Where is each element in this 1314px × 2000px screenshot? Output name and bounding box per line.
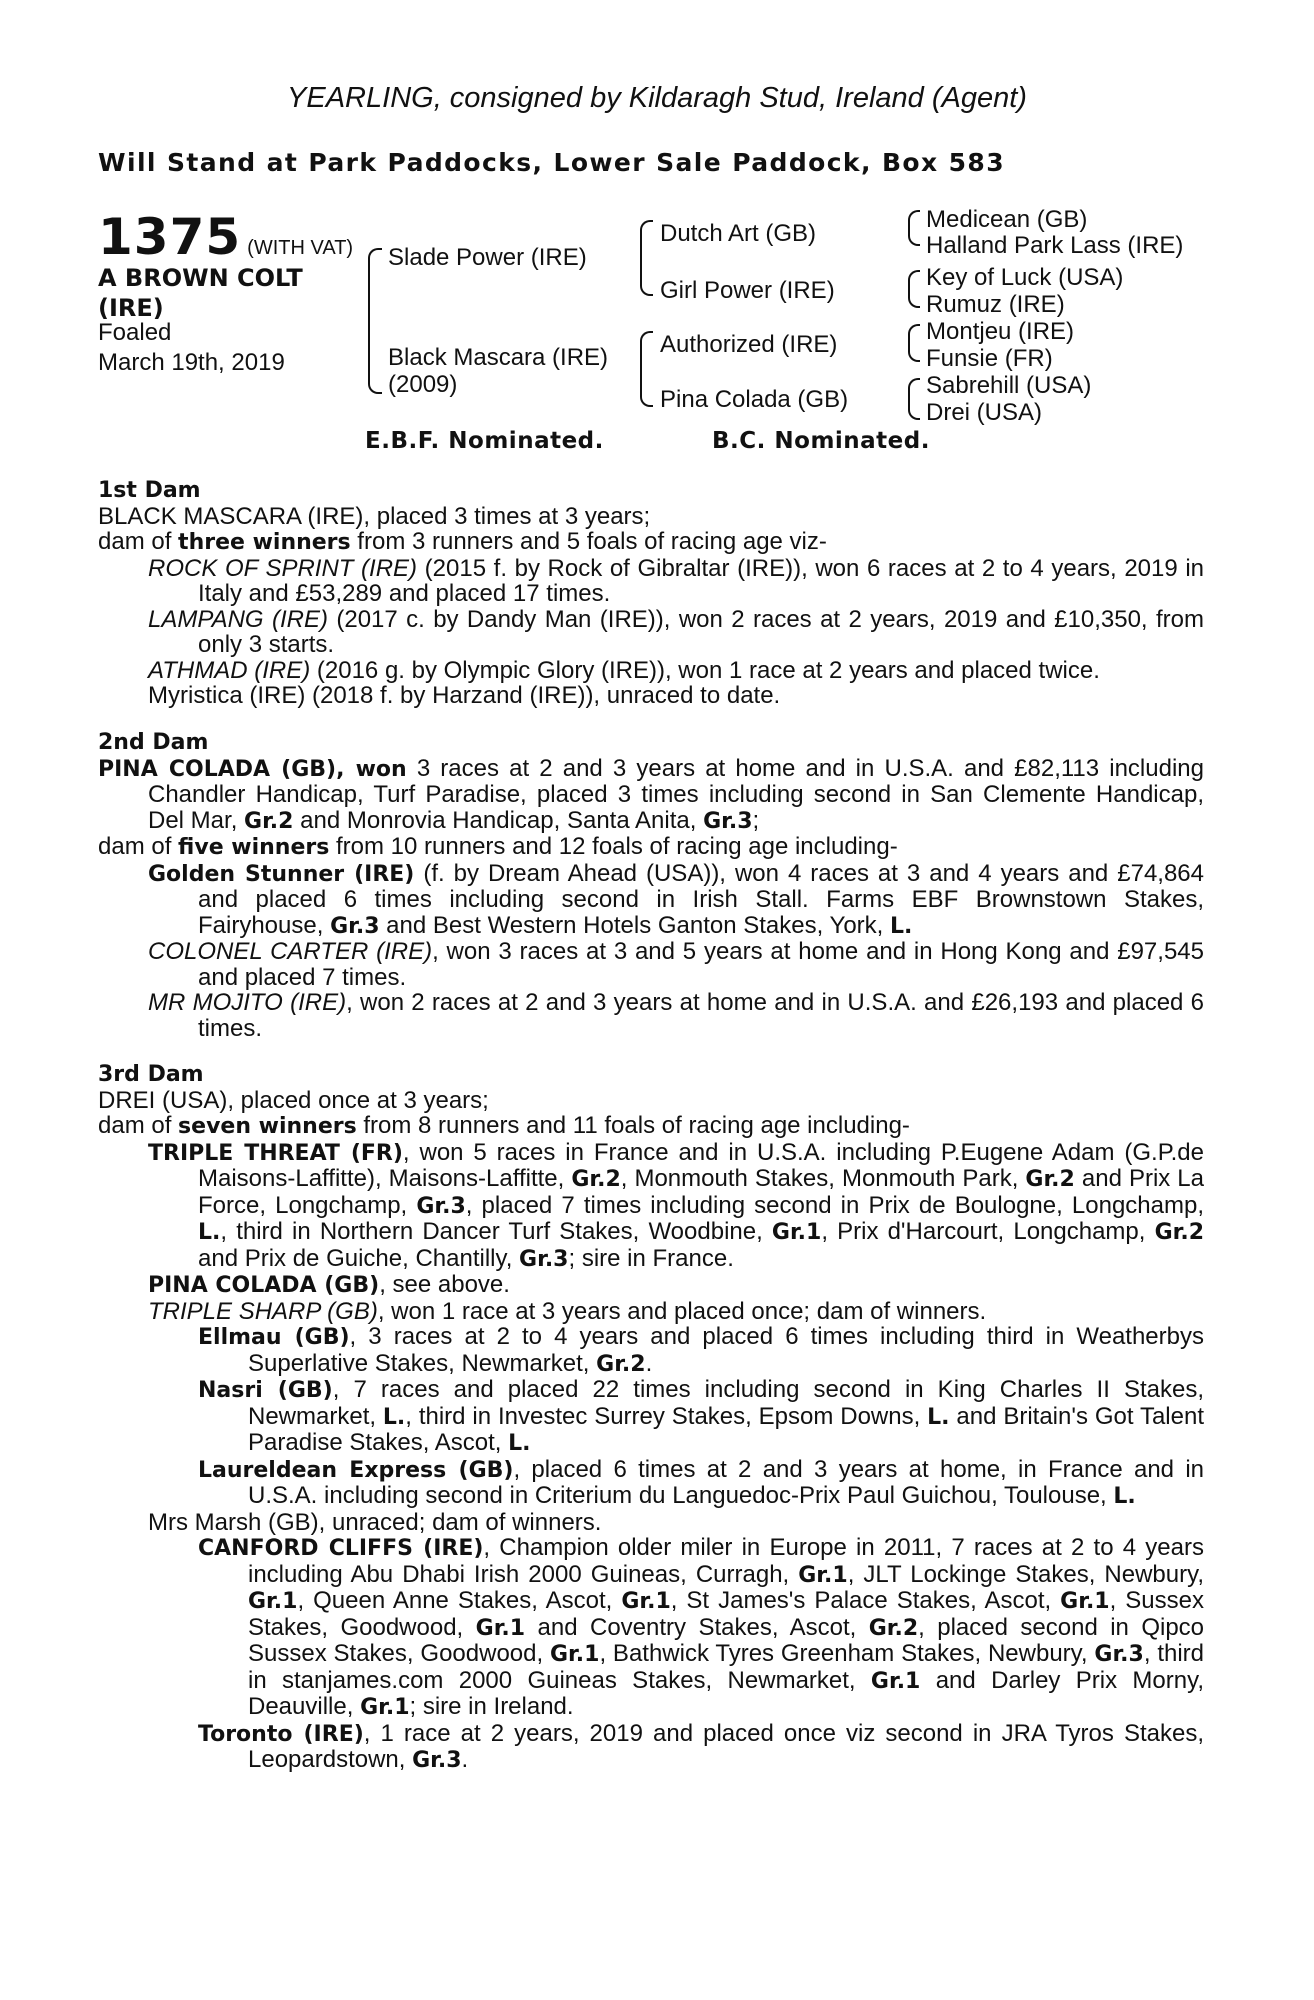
progeny-entry: Golden Stunner (IRE) (f. by Dream Ahead (USA)), won 4 races at 3 and 4 years and £74,864 and placed 6 times including second in Irish Stall. Farms EBF Brownstown Stakes, Fairyhouse, Gr.3 and Best Western Hotels Ganton Stakes, York, L. [148,859,1204,939]
foaled-date: March 19th, 2019 [98,349,285,376]
pedigree-sire-dam: Girl Power (IRE) [660,277,835,304]
foaled-label: Foaled [98,319,172,346]
ebf-nominated: E.B.F. Nominated. [365,428,604,454]
horse-desc-line2: (IRE) [98,294,164,322]
first-dam-summary: dam of three winners from 3 runners and 5 foals of racing age viz- [98,528,827,555]
pedigree-sire: Slade Power (IRE) [388,244,587,271]
second-dam-summary: dam of five winners from 10 runners and 12 foals of racing age including- [98,833,898,860]
grand-progeny-entry: Nasri (GB), 7 races and placed 22 times including second in King Charles II Stakes, Newmarket, L., third in Investec Surrey Stakes, Epsom Downs, L. and Britain's Got Talent Paradise Stakes, Ascot, L. [198,1376,1204,1456]
horse-description [98,263,303,323]
pedigree-dam-dam: Pina Colada (GB) [660,386,849,413]
third-dam-section [98,1062,1204,1774]
foaled-info [98,318,285,378]
grand-progeny-entry: CANFORD CLIFFS (IRE), Champion older miler in Europe in 2011, 7 races at 2 to 4 years including Abu Dhabi Irish 2000 Guineas, Curragh, Gr.1, JLT Lockinge Stakes, Newbury, Gr.1, Queen Anne Stakes, Ascot, Gr.1, St James's Palace Stakes, Ascot, Gr.1, Sussex Stakes, Goodwood, Gr.1 and Coventry Stakes, Ascot, Gr.2, placed second in Qipco Sussex Stakes, Goodwood, Gr.1, Bathwick Tyres Greenham Stakes, Newbury, Gr.3, third in stanjames.com 2000 Guineas Stakes, Newmarket, Gr.1 and Darley Prix Morny, Deauville, Gr.1; sire in Ireland. [198,1534,1205,1720]
first-dam-section [98,478,1204,709]
progeny-entry: Mrs Marsh (GB), unraced; dam of winners. [148,1508,602,1536]
first-dam-heading: 1st Dam [98,478,201,503]
progeny-entry: MR MOJITO (IRE), won 2 races at 2 and 3 years at home and in U.S.A. and £26,193 and placed 6 times. [148,989,1205,1042]
pedigree-sire-sire: Dutch Art (GB) [660,220,817,247]
progeny-entry: COLONEL CARTER (IRE), won 3 races at 3 and 5 years at home and in Hong Kong and £97,545 and placed 7 times. [148,938,1204,991]
brace-gen3-2 [908,270,920,308]
horse-desc-line1: A BROWN COLT [98,264,303,292]
pedigree-g3-7: Sabrehill (USA) [926,372,1092,399]
brace-gen3-4 [908,378,920,420]
second-dam-heading: 2nd Dam [98,730,209,755]
pedigree-g3-8: Drei (USA) [926,399,1043,426]
brace-gen3-1 [908,210,920,246]
progeny-entry: TRIPLE SHARP (GB), won 1 race at 3 years and placed once; dam of winners. [148,1297,987,1325]
first-dam-line: BLACK MASCARA (IRE), placed 3 times at 3 years; [98,502,651,530]
bc-nominated: B.C. Nominated. [712,428,930,454]
pedigree-g3-6: Funsie (FR) [926,345,1053,372]
lot-header [98,208,353,266]
progeny-entry: LAMPANG (IRE) (2017 c. by Dandy Man (IRE)), won 2 races at 2 years, 2019 and £10,350, from only 3 starts. [148,605,1204,658]
pedigree-g3-3: Key of Luck (USA) [926,264,1124,291]
third-dam-heading: 3rd Dam [98,1062,204,1087]
progeny-entry: TRIPLE THREAT (FR), won 5 races in France and in U.S.A. including P.Eugene Adam (G.P.de Maisons-Laffitte), Maisons-Laffitte, Gr.2, Monmouth Stakes, Monmouth Park, Gr.2 and Prix La Force, Longchamp, Gr.3, placed 7 times including second in Prix de Boulogne, Longchamp, L., third in Northern Dancer Turf Stakes, Woodbine, Gr.1, Prix d'Harcourt, Longchamp, Gr.2 and Prix de Guiche, Chantilly, Gr.3; sire in France. [148,1138,1205,1272]
brace-gen3-3 [908,324,920,362]
vat-label: (WITH VAT) [247,237,354,259]
pedigree-dam: Black Mascara (IRE) [388,344,609,371]
brace-dam-line [640,331,653,407]
second-dam-record: PINA COLADA (GB), won 3 races at 2 and 3 years at home and in U.S.A. and £82,113 including Chandler Handicap, Turf Paradise, placed 3 times including second in San Clemente Handicap, Del Mar, Gr.2 and Monrovia Handicap, Santa Anita, Gr.3; [98,754,1204,834]
brace-sire-dam [368,248,382,394]
pedigree-g3-5: Montjeu (IRE) [926,318,1075,345]
progeny-entry: ROCK OF SPRINT (IRE) (2015 f. by Rock of Gibraltar (IRE)), won 6 races at 2 to 4 years, 2019 in Italy and £53,289 and placed 17 times. [148,554,1204,607]
grand-progeny-entry: Laureldean Express (GB), placed 6 times at 2 and 3 years at home, in France and in U.S.A. including second in Criterium du Languedoc-Prix Paul Guichou, Toulouse, L. [198,1455,1205,1509]
brace-sire-line [640,220,653,296]
progeny-entry: PINA COLADA (GB), see above. [148,1271,510,1298]
lot-number: 1375 [98,208,242,266]
progeny-entry: ATHMAD (IRE) (2016 g. by Olympic Glory (IRE)), won 1 race at 2 years and placed twice. [148,656,1100,684]
third-dam-summary: dam of seven winners from 8 runners and 11 foals of racing age including- [98,1112,910,1139]
grand-progeny-entry: Ellmau (GB), 3 races at 2 to 4 years and placed 6 times including third in Weatherbys Superlative Stakes, Newmarket, Gr.2. [198,1323,1204,1377]
pedigree-g3-4: Rumuz (IRE) [926,291,1065,318]
second-dam-section [98,730,1204,1041]
grand-progeny-entry: Toronto (IRE), 1 race at 2 years, 2019 and placed once viz second in JRA Tyros Stakes, Leopardstown, Gr.3. [198,1719,1204,1773]
stand-location: Will Stand at Park Paddocks, Lower Sale Paddock, Box 583 [98,148,1006,177]
page-title: YEARLING, consigned by Kildaragh Stud, Ireland (Agent) [287,82,1027,114]
pedigree-dam-year: (2009) [388,371,458,398]
third-dam-line: DREI (USA), placed once at 3 years; [98,1086,489,1114]
progeny-entry: Myristica (IRE) (2018 f. by Harzand (IRE)), unraced to date. [148,682,781,709]
pedigree-g3-2: Halland Park Lass (IRE) [926,232,1184,259]
pedigree-dam-sire: Authorized (IRE) [660,331,838,358]
pedigree-g3-1: Medicean (GB) [926,206,1088,233]
